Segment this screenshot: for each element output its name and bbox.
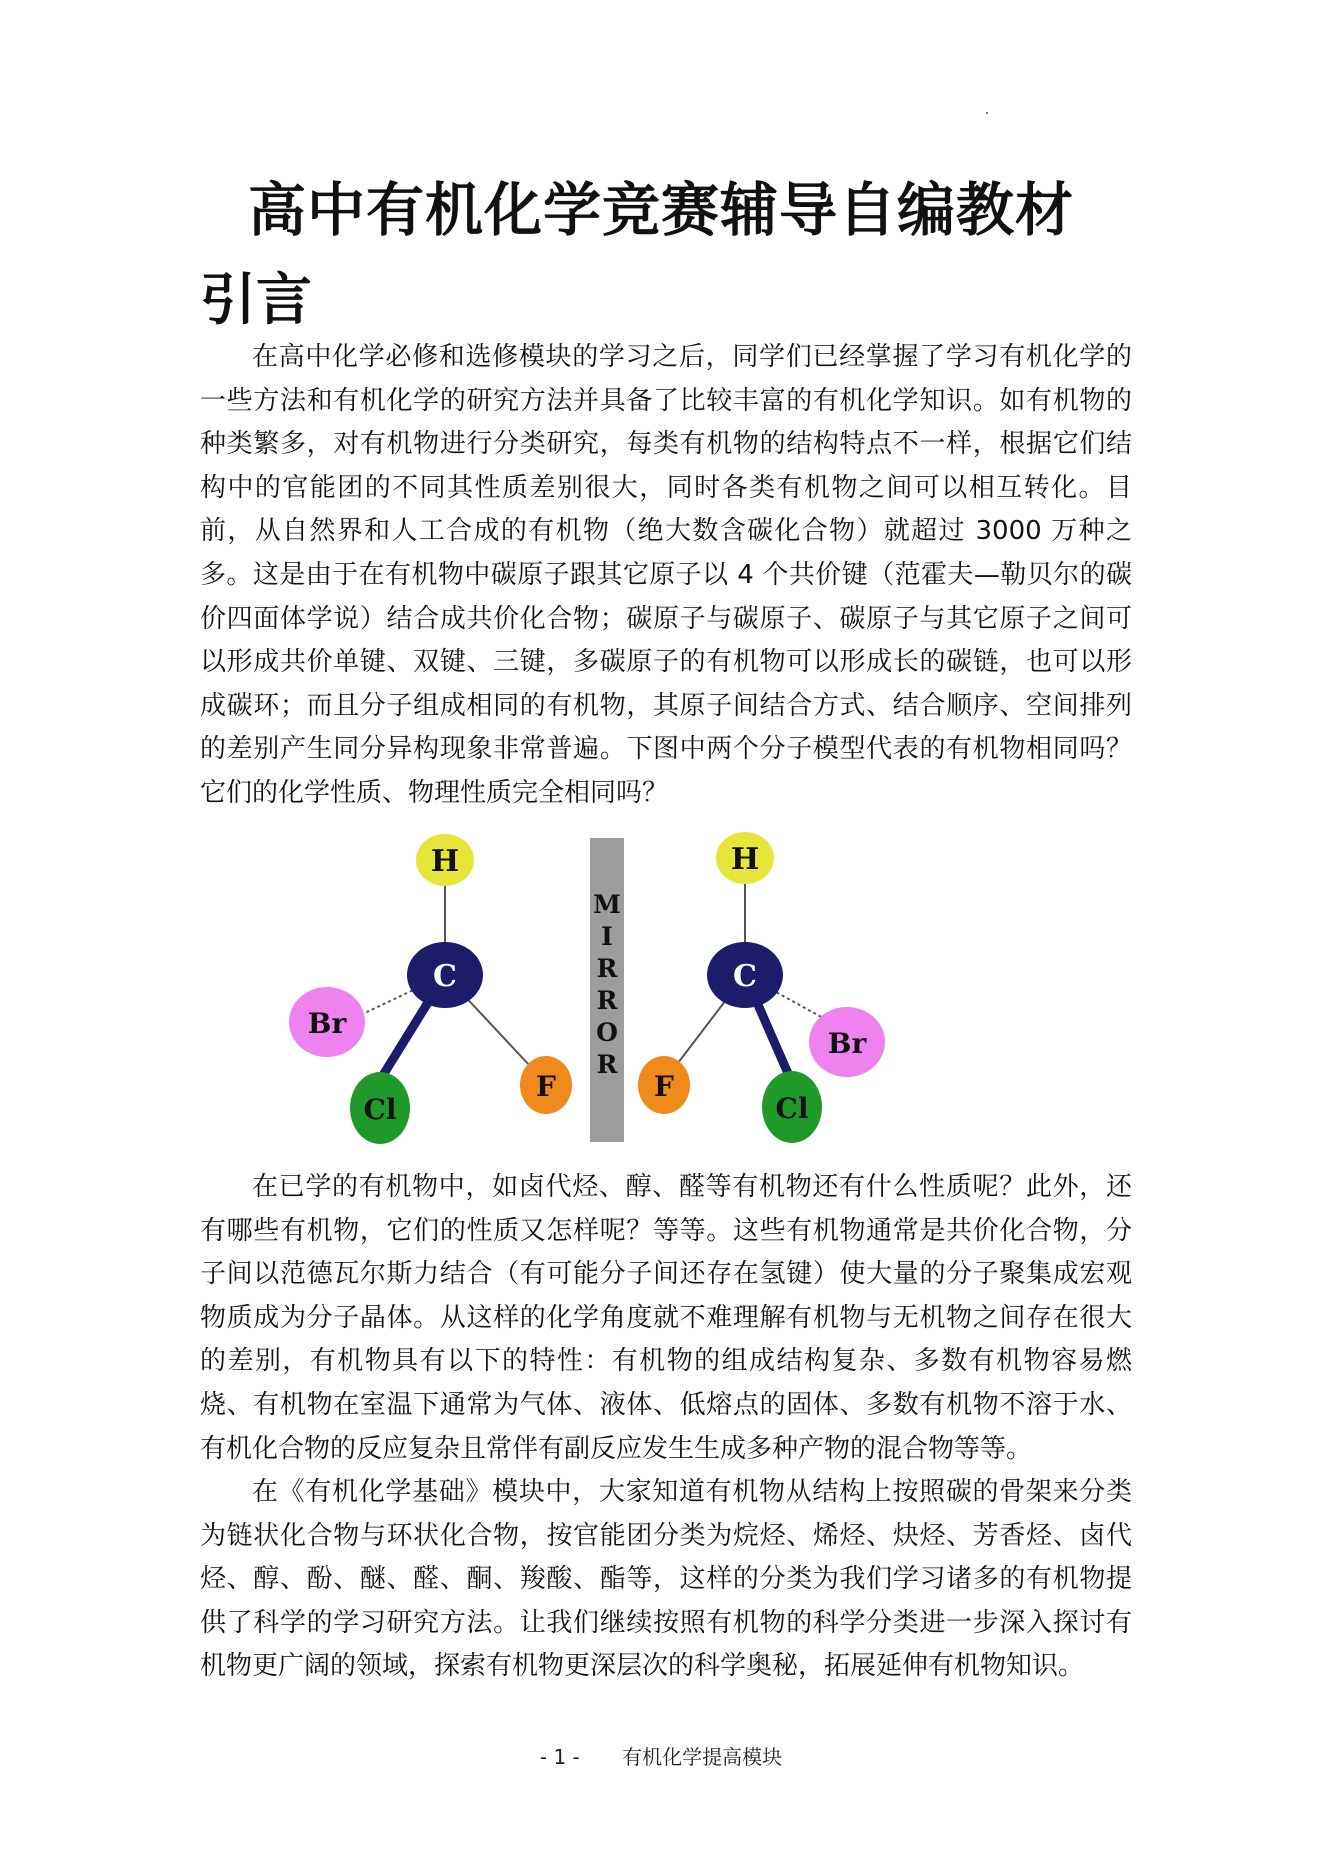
mirror-letter-2: I xyxy=(601,922,613,951)
enantiomer-diagram xyxy=(270,830,910,1150)
right-carbon-label: C xyxy=(733,959,757,994)
page-footer xyxy=(0,1743,1322,1771)
paragraph-2: 在已学的有机物中，如卤代烃、醇、醛等有机物还有什么性质呢？此外，还有哪些有机物，它们的性质又怎样呢？等等。这些有机物通常是共价化合物，分子间以范德瓦尔斯力结合（有可能分子间还存在氢键）使大量的分子聚集成宏观物质成为分子晶体。从这样的化学角度就不难理解有机物与无机物之间存在很大的差别，有机物具有以下的特性：有机物的组成结构复杂、多数有机物容易燃烧、有机物在室温下通常为气体、液体、低熔点的固体、多数有机物不溶于水、有机化合物的反应复杂且常伴有副反应发生生成多种产物的混合物等等。 xyxy=(200,1172,1132,1464)
left-bromine-label: Br xyxy=(307,1007,347,1040)
left-fluorine-label: F xyxy=(536,1070,556,1103)
paragraph-3: 在《有机化学基础》模块中，大家知道有机物从结构上按照碳的骨架来分类为链状化合物与环状化合物，按官能团分类为烷烃、烯烃、炔烃、芳香烃、卤代烃、醇、酚、醚、醛、酮、羧酸、酯等，这样的分类为我们学习诸多的有机物提供了科学的学习研究方法。让我们继续按照有机物的科学分类进一步深入探讨有机物更广阔的领域，探索有机物更深层次的科学奥秘，拓展延伸有机物知识。 xyxy=(200,1477,1132,1682)
right-hydrogen-label: H xyxy=(730,842,760,877)
mirror-letter-6: R xyxy=(596,1050,618,1079)
left-carbon-label: C xyxy=(433,959,457,994)
document-title: 高中有机化学竞赛辅导自编教材 xyxy=(247,176,1074,244)
right-chlorine-label: Cl xyxy=(775,1092,809,1125)
paragraph-1: 在高中化学必修和选修模块的学习之后，同学们已经掌握了学习有机化学的一些方法和有机化学的研究方法并具备了比较丰富的有机化学知识。如有机物的种类繁多，对有机物进行分类研究，每类有机物的结构特点不一样，根据它们结构中的官能团的不同其性质差别很大，同时各类有机物之间可以相互转化。目前，从自然界和人工合成的有机物（绝大数含碳化合物）就超过 3000 万种之多。这是由于在有机物中碳原子跟其它原子以 4 个共价键（范霍夫—勒贝尔的碳价四面体学说）结合成共价化合物；碳原子与碳原子、碳原子与其它原子之间可以形成共价单键、双键、三键，多碳原子的有机物可以形成长的碳链，也可以形成碳环；而且分子组成相同的有机物，其原子间结合方式、结合顺序、空间排列的差别产生同分异构现象非常普遍。下图中两个分子模型代表的有机物相同吗？它们的化学性质、物理性质完全相同吗？ xyxy=(200,342,1132,808)
speck-mark xyxy=(986,112,988,114)
right-bromine-label: Br xyxy=(827,1027,867,1060)
page-number: - 1 - xyxy=(539,1745,580,1769)
right-fluorine-label: F xyxy=(654,1070,674,1103)
mirror-letter-5: O xyxy=(596,1018,618,1047)
footer-module-name: 有机化学提高模块 xyxy=(622,1745,783,1769)
mirror-molecule-figure xyxy=(270,830,910,1150)
left-chlorine-label: Cl xyxy=(363,1093,397,1126)
mirror-letter-1: M xyxy=(593,890,621,919)
mirror-letter-3: R xyxy=(596,954,618,983)
left-hydrogen-label: H xyxy=(430,844,460,879)
mirror-letter-4: R xyxy=(596,986,618,1015)
section-heading: 引言 xyxy=(200,268,312,333)
